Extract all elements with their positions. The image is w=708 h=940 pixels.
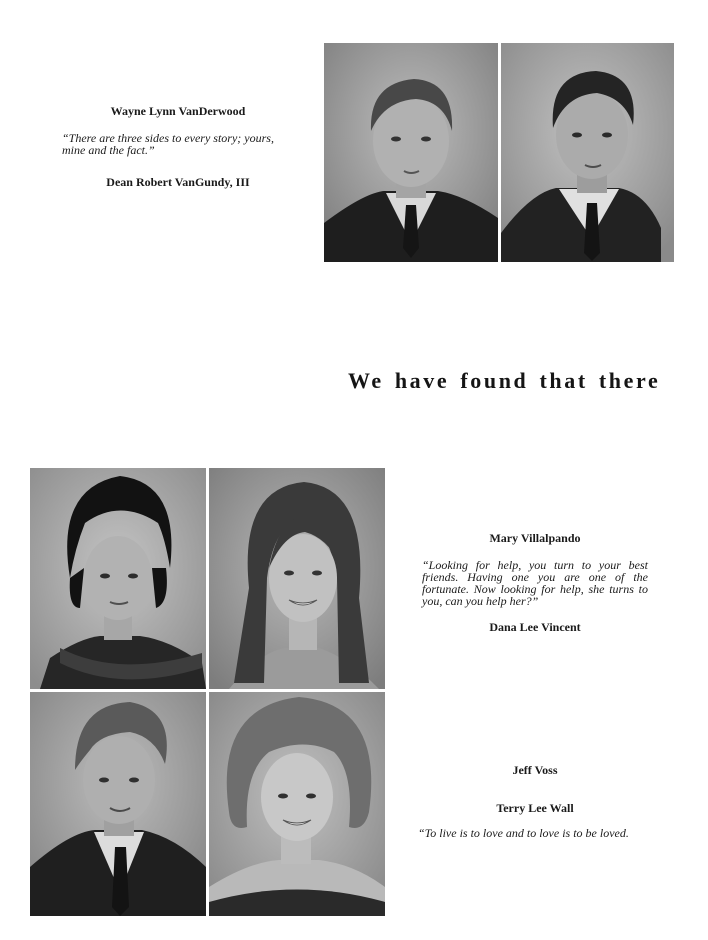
top-photo-row: [324, 43, 674, 262]
female-portrait-illustration: [30, 468, 206, 689]
portrait-photo-dana-vincent: [209, 468, 385, 689]
student-name-wayne-vanderwood: Wayne Lynn VanDerwood: [110, 104, 246, 118]
bottom-caption-block-upper: [422, 531, 648, 635]
bottom-caption-block-lower: [418, 763, 652, 839]
male-portrait-illustration: [324, 43, 498, 262]
female-portrait-illustration: [209, 468, 385, 689]
student-name-jeff-voss: Jeff Voss: [512, 763, 558, 777]
male-portrait-illustration: [30, 692, 206, 916]
portrait-photo-dean-vangundy: [501, 43, 674, 262]
portrait-photo-jeff-voss: [30, 692, 206, 916]
male-portrait-illustration: [501, 43, 674, 262]
student-name-mary-villalpando: Mary Villalpando: [489, 531, 581, 545]
bottom-photo-grid: [30, 468, 385, 916]
female-portrait-illustration: [209, 692, 385, 916]
student-name-dean-vangundy: Dean Robert VanGundy, III: [106, 175, 250, 189]
portrait-photo-mary-villalpando: [30, 468, 206, 689]
student-name-dana-vincent: Dana Lee Vincent: [489, 620, 581, 634]
page-headline: We have found that there: [348, 368, 661, 393]
student-quote-mary-villalpando: “Looking for help, you turn to your best friends. Having one you are one of the fortunate. Now looking for help, she turns to you, can you help her?”: [422, 558, 648, 608]
top-caption-block: [62, 104, 294, 190]
student-name-terry-wall: Terry Lee Wall: [496, 801, 574, 815]
portrait-photo-terry-wall: [209, 692, 385, 916]
student-quote-wayne-vanderwood: “There are three sides to every story; yours, mine and the fact.”: [62, 131, 274, 157]
portrait-photo-wayne-vanderwood: [324, 43, 498, 262]
student-quote-terry-wall: “To live is to love and to love is to be loved.: [418, 826, 629, 840]
